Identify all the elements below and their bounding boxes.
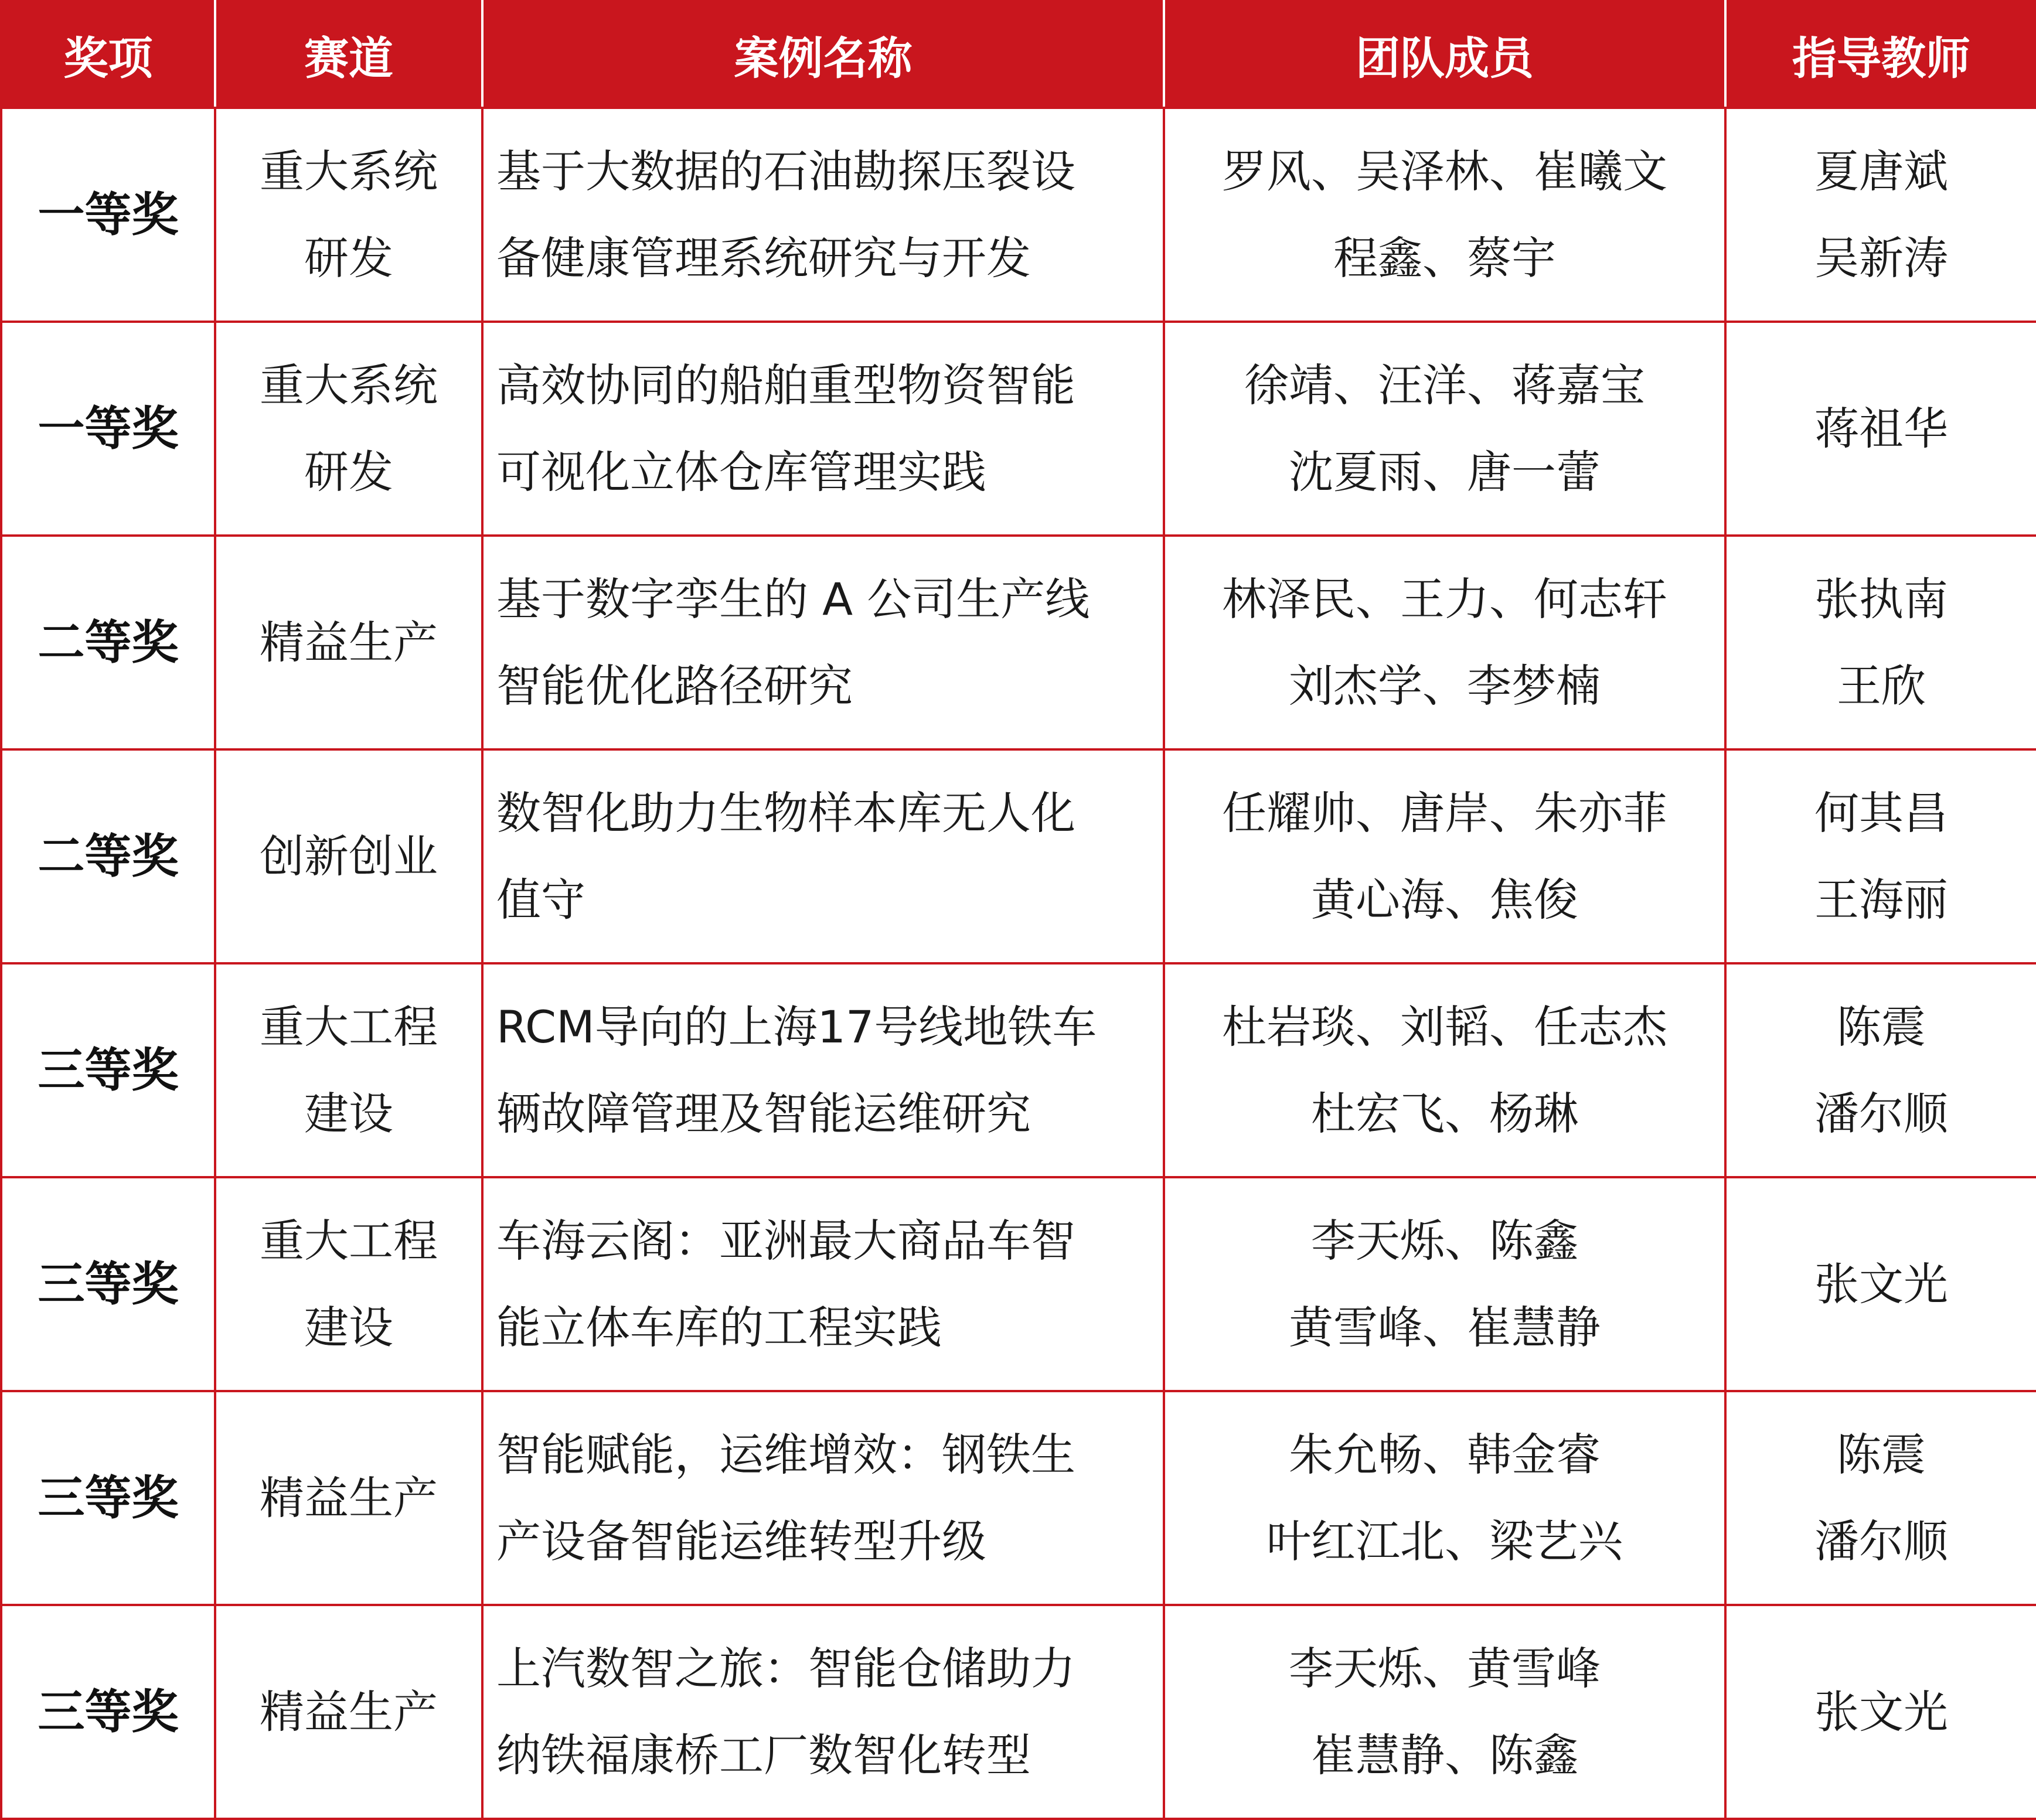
tutor-cell [1725, 108, 2036, 322]
case-name-cell-line: 上汽数智之旅：智能仓储助力 [496, 1642, 1075, 1695]
case-name-cell-line: 值守 [496, 873, 585, 926]
team-members-cell-line: 朱允畅、韩金睿 [1289, 1428, 1601, 1481]
track-cell [215, 1605, 482, 1819]
tutor-cell-line: 何其昌 [1814, 786, 1948, 839]
track-cell-line: 研发 [304, 231, 393, 284]
table-row [1, 1177, 2036, 1391]
header-award: 奖项 [1, 1, 215, 108]
tutor-cell [1725, 1605, 2036, 1819]
header-team-members: 团队成员 [1164, 1, 1725, 108]
table-row [1, 108, 2036, 322]
award-cell: 二等奖 [1, 749, 215, 963]
award-cell: 三等奖 [1, 1177, 215, 1391]
tutor-cell [1725, 322, 2036, 536]
team-members-cell-line: 程鑫、蔡宇 [1333, 231, 1556, 284]
header-track: 赛道 [215, 1, 482, 108]
case-name-cell [482, 963, 1164, 1177]
case-name-cell-line: 车海云阁：亚洲最大商品车智 [496, 1214, 1075, 1267]
table-row [1, 322, 2036, 536]
team-members-cell-line: 沈夏雨、唐一蕾 [1289, 445, 1601, 498]
tutor-cell-line: 潘尔顺 [1814, 1515, 1948, 1567]
team-members-cell-line: 黄雪峰、崔慧静 [1289, 1301, 1601, 1354]
team-members-cell [1164, 322, 1725, 536]
track-cell [215, 322, 482, 536]
team-members-cell [1164, 1391, 1725, 1605]
table-row [1, 749, 2036, 963]
tutor-cell [1725, 1391, 2036, 1605]
tutor-cell-line: 吴新涛 [1814, 231, 1948, 284]
case-name-cell-line: 智能优化路径研究 [496, 659, 853, 712]
tutor-cell-line: 张文光 [1814, 1685, 1948, 1738]
tutor-cell [1725, 963, 2036, 1177]
track-cell-line: 研发 [304, 445, 393, 498]
case-name-cell [482, 322, 1164, 536]
track-cell [215, 1391, 482, 1605]
team-members-cell [1164, 963, 1725, 1177]
track-cell-line: 重大工程 [260, 1214, 438, 1267]
case-name-cell-line: 备健康管理系统研究与开发 [496, 231, 1031, 284]
case-name-cell-line: 能立体车库的工程实践 [496, 1301, 942, 1354]
table-row [1, 536, 2036, 749]
team-members-cell-line: 李天烁、陈鑫 [1311, 1214, 1578, 1267]
track-cell-line: 建设 [304, 1087, 393, 1140]
award-cell: 一等奖 [1, 322, 215, 536]
case-name-cell-line: 数智化助力生物样本库无人化 [496, 786, 1075, 839]
track-cell-line: 精益生产 [260, 616, 438, 669]
track-cell [215, 963, 482, 1177]
award-cell: 三等奖 [1, 1391, 215, 1605]
team-members-cell [1164, 1177, 1725, 1391]
track-cell [215, 536, 482, 749]
team-members-cell-line: 罗风、吴泽林、崔曦文 [1222, 145, 1667, 197]
tutor-cell [1725, 1177, 2036, 1391]
track-cell [215, 749, 482, 963]
team-members-cell-line: 黄心海、焦俊 [1311, 873, 1578, 926]
case-name-cell [482, 536, 1164, 749]
team-members-cell-line: 李天烁、黄雪峰 [1289, 1642, 1601, 1695]
tutor-cell-line: 王海丽 [1814, 873, 1948, 926]
award-cell: 二等奖 [1, 536, 215, 749]
case-name-cell-line: 产设备智能运维转型升级 [496, 1515, 986, 1567]
track-cell-line: 重大系统 [260, 359, 438, 411]
tutor-cell-line: 张文光 [1814, 1257, 1948, 1310]
team-members-cell-line: 刘杰学、李梦楠 [1289, 659, 1601, 712]
case-name-cell-line: 可视化立体仓库管理实践 [496, 445, 986, 498]
track-cell-line: 建设 [304, 1301, 393, 1354]
case-name-cell-line: 基于数字孪生的 A 公司生产线 [496, 572, 1090, 625]
track-cell-line: 精益生产 [260, 1471, 438, 1524]
table-row [1, 1605, 2036, 1819]
team-members-cell-line: 崔慧静、陈鑫 [1311, 1729, 1578, 1781]
team-members-cell [1164, 749, 1725, 963]
case-name-cell-line: 辆故障管理及智能运维研究 [496, 1087, 1031, 1140]
header-tutor: 指导教师 [1725, 1, 2036, 108]
track-cell-line: 精益生产 [260, 1685, 438, 1738]
tutor-cell-line: 夏唐斌 [1814, 145, 1948, 197]
case-name-cell-line: 纳铁福康桥工厂数智化转型 [496, 1729, 1031, 1781]
track-cell [215, 108, 482, 322]
table-row [1, 963, 2036, 1177]
team-members-cell-line: 任耀帅、唐岸、朱亦菲 [1222, 786, 1667, 839]
header-row [1, 1, 2036, 108]
table-header [1, 1, 2036, 108]
team-members-cell [1164, 108, 1725, 322]
case-name-cell-line: 智能赋能，运维增效：钢铁生 [496, 1428, 1075, 1481]
team-members-cell [1164, 1605, 1725, 1819]
tutor-cell [1725, 749, 2036, 963]
tutor-cell-line: 王欣 [1837, 659, 1926, 712]
team-members-cell-line: 叶红江北、梁艺兴 [1266, 1515, 1623, 1567]
track-cell-line: 重大工程 [260, 1000, 438, 1053]
track-cell-line: 重大系统 [260, 145, 438, 197]
tutor-cell [1725, 536, 2036, 749]
case-name-cell [482, 1177, 1164, 1391]
team-members-cell-line: 林泽民、王力、何志轩 [1222, 572, 1667, 625]
tutor-cell-line: 潘尔顺 [1814, 1087, 1948, 1140]
case-name-cell-line: 基于大数据的石油勘探压裂设 [496, 145, 1075, 197]
tutor-cell-line: 陈震 [1837, 1428, 1926, 1481]
award-cell: 三等奖 [1, 963, 215, 1177]
table-row [1, 1391, 2036, 1605]
award-cell: 三等奖 [1, 1605, 215, 1819]
case-name-cell [482, 1391, 1164, 1605]
team-members-cell-line: 杜岩琰、刘韬、任志杰 [1222, 1000, 1667, 1053]
tutor-cell-line: 陈震 [1837, 1000, 1926, 1053]
team-members-cell [1164, 536, 1725, 749]
case-name-cell-line: RCM导向的上海17号线地铁车 [496, 1000, 1097, 1053]
tutor-cell-line: 蒋祖华 [1814, 402, 1948, 455]
award-cell: 一等奖 [1, 108, 215, 322]
header-case-name: 案例名称 [482, 1, 1164, 108]
team-members-cell-line: 徐靖、汪洋、蒋嘉宝 [1244, 359, 1645, 411]
case-name-cell [482, 1605, 1164, 1819]
table-body [1, 108, 2036, 1819]
team-members-cell-line: 杜宏飞、杨琳 [1311, 1087, 1578, 1140]
track-cell [215, 1177, 482, 1391]
track-cell-line: 创新创业 [260, 830, 438, 882]
tutor-cell-line: 张执南 [1814, 572, 1948, 625]
case-name-cell-line: 高效协同的船舶重型物资智能 [496, 359, 1075, 411]
case-name-cell [482, 108, 1164, 322]
case-name-cell [482, 749, 1164, 963]
